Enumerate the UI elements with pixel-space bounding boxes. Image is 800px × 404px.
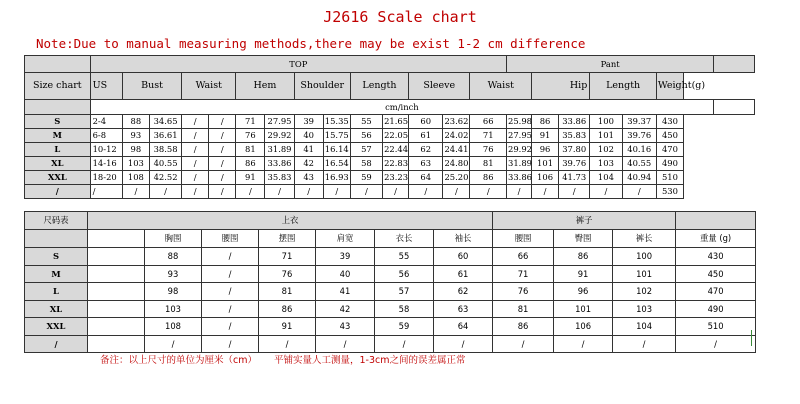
cn-cell-shoulder: 43 [316,318,375,336]
cn-size-cell: XL [25,300,88,318]
cell-hem-in: 29.92 [265,129,294,143]
cn-cell-weight: 450 [676,265,756,283]
cn-cell-weight: 510 [676,318,756,336]
cell-bust-in: 36.61 [149,129,181,143]
cn-cell-plength: 100 [613,248,676,266]
col-bust: Bust [122,73,181,100]
cell-shoulder-in: 16.93 [323,171,350,185]
cn-cell-sleeve: / [434,335,493,353]
cell-length-cm: 56 [350,129,382,143]
cell-waist-cm: / [182,129,209,143]
cell-shoulder-in: 15.75 [323,129,350,143]
cell-waist-in: / [209,157,236,171]
cell-hem-cm: 81 [236,143,265,157]
cell-us: 14-16 [90,157,122,171]
cell-waist-in: / [209,129,236,143]
chinese-note [100,352,480,366]
column-header-row [25,73,755,100]
cell-weight: 490 [656,157,683,171]
english-size-table [24,55,755,199]
cn-cell-plength: 104 [613,318,676,336]
cn-cell-hip: 106 [554,318,613,336]
cn-cell-length: 59 [375,318,434,336]
cell-shoulder-in: 16.14 [323,143,350,157]
unit-row-blank [25,100,91,115]
cell-us: / [90,185,122,199]
top-group-header: TOP [90,56,506,73]
cn-cell-plength: 102 [613,283,676,301]
cell-hip-in: 41.73 [559,171,590,185]
cn-cell-weight: / [676,335,756,353]
table-row [25,185,755,199]
cell-waist-in: / [209,115,236,129]
cell-bust-in: / [149,185,181,199]
cell-sleeve-in: 25.20 [443,171,470,185]
cell-plength-in: 39.37 [622,115,656,129]
cn-cell-length: 55 [375,248,434,266]
cn-size-label: 尺码表 [25,212,88,230]
cell-hip-cm: 86 [532,115,559,129]
cell-bust-cm: 88 [122,115,149,129]
size-cell: / [25,185,91,199]
cell-sleeve-in: 24.41 [443,143,470,157]
cell-hem-in: 35.83 [265,171,294,185]
cell-bust-cm: 93 [122,129,149,143]
cell-hem-cm: 71 [236,115,265,129]
cn-cell-length: / [375,335,434,353]
cn-blank-cell [88,318,145,336]
measurement-note: Note:Due to manual measuring methods,there may be exist 1-2 cm difference [36,36,586,51]
col-weight: Weight(g) [656,73,683,100]
cell-sleeve-cm: 61 [409,129,443,143]
cell-shoulder-in: / [323,185,350,199]
cell-length-in: 21.65 [383,115,409,129]
cell-pwaist-in: 27.95 [507,129,532,143]
cn-cell-pwaist: 86 [493,318,554,336]
table-row [25,129,755,143]
cell-waist-in: / [209,143,236,157]
cell-hem-in: 33.86 [265,157,294,171]
cell-waist-cm: / [182,157,209,171]
cell-shoulder-cm: 41 [294,143,323,157]
cell-waist-cm: / [182,115,209,129]
cell-length-cm: 57 [350,143,382,157]
size-cell: S [25,115,91,129]
size-cell: M [25,129,91,143]
chinese-note-unit: 备注：以上尺寸的单位为厘米（cm） [100,355,257,366]
cell-plength-in: 40.55 [622,157,656,171]
cell-waist-cm: / [182,171,209,185]
cn-cell-waist: / [202,300,259,318]
cn-blank-cell [88,335,145,353]
cell-hip-cm: 101 [532,157,559,171]
cn-cell-plength: 103 [613,300,676,318]
cell-shoulder-cm: 42 [294,157,323,171]
cn-col-hem: 摆围 [259,230,316,248]
cn-group-header-row [25,212,756,230]
table-row [25,300,756,318]
cn-cell-length: 57 [375,283,434,301]
pant-group-header: Pant [507,56,714,73]
cell-us: 18-20 [90,171,122,185]
cn-col-sleeve: 袖长 [434,230,493,248]
cell-hip-cm: 96 [532,143,559,157]
cell-plength-cm: 100 [590,115,622,129]
cell-bust-in: 42.52 [149,171,181,185]
cell-pwaist-in: / [507,185,532,199]
table-row [25,143,755,157]
cn-cell-waist: / [202,318,259,336]
cn-cell-pwaist: / [493,335,554,353]
cell-plength-in: / [622,185,656,199]
cn-cell-sleeve: 60 [434,248,493,266]
cn-cell-plength: 101 [613,265,676,283]
table-row [25,171,755,185]
size-chart-label: Size chart [25,73,91,100]
cn-cell-weight: 430 [676,248,756,266]
col-waist: Waist [182,73,236,100]
cell-pwaist-in: 25.98 [507,115,532,129]
unit-row-weight-blank [714,100,755,115]
table-row [25,283,756,301]
cn-size-cell: XXL [25,318,88,336]
col-pant-waist: Waist [470,73,532,100]
cell-hem-in: / [265,185,294,199]
table-row [25,265,756,283]
cell-bust-cm: 108 [122,171,149,185]
cn-size-cell: / [25,335,88,353]
cell-waist-in: / [209,185,236,199]
col-pant-length: Length [590,73,657,100]
cell-us: 6-8 [90,129,122,143]
cn-cell-weight: 490 [676,300,756,318]
chart-title: J2616 Scale chart [323,8,477,26]
cn-cell-bust: 108 [145,318,202,336]
cell-sleeve-in: 24.02 [443,129,470,143]
cell-shoulder-cm: 40 [294,129,323,143]
col-length: Length [350,73,408,100]
cn-size-cell: L [25,283,88,301]
cell-waist-cm: / [182,185,209,199]
cn-cell-hip: 101 [554,300,613,318]
weight-group-header [714,56,755,73]
col-sleeve: Sleeve [409,73,470,100]
cn-col-pant-waist: 腰围 [493,230,554,248]
cell-pwaist-in: 31.89 [507,157,532,171]
cell-length-in: 22.83 [383,157,409,171]
cn-size-cell: M [25,265,88,283]
cell-shoulder-cm: / [294,185,323,199]
cell-sleeve-in: / [443,185,470,199]
chinese-note-tolerance: 平铺实量人工测量，1-3cm之间的误差属正常 [274,355,466,366]
cn-cell-hem: 76 [259,265,316,283]
table-row [25,318,756,336]
cn-cell-shoulder: 40 [316,265,375,283]
cn-blank-cell [88,248,145,266]
cn-cell-hem: / [259,335,316,353]
cell-us: 2-4 [90,115,122,129]
cn-blank-cell [88,265,145,283]
cn-cell-pwaist: 81 [493,300,554,318]
cell-hip-cm: 91 [532,129,559,143]
cell-length-in: 23.23 [383,171,409,185]
cell-sleeve-cm: / [409,185,443,199]
cell-plength-cm: 103 [590,157,622,171]
cn-cell-waist: / [202,335,259,353]
cell-plength-in: 40.16 [622,143,656,157]
cell-weight: 430 [656,115,683,129]
cell-waist-in: / [209,171,236,185]
cn-cell-pwaist: 71 [493,265,554,283]
cn-cell-hip: 86 [554,248,613,266]
cell-plength-cm: 102 [590,143,622,157]
cell-length-cm: 55 [350,115,382,129]
cell-sleeve-cm: 62 [409,143,443,157]
cell-sleeve-in: 23.62 [443,115,470,129]
cn-cell-hem: 71 [259,248,316,266]
cn-cell-hem: 91 [259,318,316,336]
cn-cell-hip: 91 [554,265,613,283]
cell-us: 10-12 [90,143,122,157]
cn-cell-shoulder: 39 [316,248,375,266]
size-cell: L [25,143,91,157]
cn-col-hip: 臀围 [554,230,613,248]
cn-cell-bust: 88 [145,248,202,266]
table-row [25,335,756,353]
cn-blank-cell [88,283,145,301]
cn-cell-hip: / [554,335,613,353]
cell-pwaist-cm: 76 [470,143,507,157]
cn-cell-hem: 81 [259,283,316,301]
cn-cell-plength: / [613,335,676,353]
cell-sleeve-in: 24.80 [443,157,470,171]
cn-cell-length: 56 [375,265,434,283]
cn-cell-weight: 470 [676,283,756,301]
cell-weight: 530 [656,185,683,199]
cell-plength-cm: / [590,185,622,199]
cell-bust-in: 38.58 [149,143,181,157]
cn-cell-pwaist: 66 [493,248,554,266]
col-shoulder: Shoulder [294,73,350,100]
cn-weight-group-header [676,212,756,230]
cn-cell-bust: 93 [145,265,202,283]
cell-weight: 510 [656,171,683,185]
cn-cell-pwaist: 76 [493,283,554,301]
cell-pwaist-in: 29.92 [507,143,532,157]
cell-hem-cm: 86 [236,157,265,171]
cn-blank-cell [88,300,145,318]
cell-hip-in: / [559,185,590,199]
size-cell: XL [25,157,91,171]
cell-plength-cm: 104 [590,171,622,185]
col-hip: Hip [532,73,590,100]
cell-length-cm: 59 [350,171,382,185]
cell-length-in: 22.44 [383,143,409,157]
cell-bust-in: 34.65 [149,115,181,129]
cn-col-waist: 腰围 [202,230,259,248]
cell-hem-cm: / [236,185,265,199]
cell-bust-cm: / [122,185,149,199]
cell-pwaist-cm: / [470,185,507,199]
cell-shoulder-in: 16.54 [323,157,350,171]
cell-hem-in: 27.95 [265,115,294,129]
cn-cell-waist: / [202,265,259,283]
cell-pwaist-cm: 81 [470,157,507,171]
cell-hip-in: 35.83 [559,129,590,143]
cell-weight: 450 [656,129,683,143]
cell-weight: 470 [656,143,683,157]
cn-cell-bust: 103 [145,300,202,318]
cn-col-shoulder: 肩宽 [316,230,375,248]
cell-length-in: 22.05 [383,129,409,143]
col-us: US [90,73,122,100]
cell-hem-in: 31.89 [265,143,294,157]
english-table-body [25,115,755,199]
size-chart-header-cell [25,56,91,73]
unit-label: cm/inch [90,100,714,115]
cn-pant-group-header: 裤子 [493,212,676,230]
cn-col-pant-length: 裤长 [613,230,676,248]
cell-hem-cm: 76 [236,129,265,143]
col-hem: Hem [236,73,294,100]
table-row [25,115,755,129]
cell-shoulder-cm: 39 [294,115,323,129]
cell-hip-cm: 106 [532,171,559,185]
cn-col-bust: 胸围 [145,230,202,248]
cn-cell-sleeve: 62 [434,283,493,301]
cn-size-col-blank [25,230,88,248]
cell-hip-cm: / [532,185,559,199]
unit-row [25,100,755,115]
cell-plength-in: 39.76 [622,129,656,143]
cn-cell-shoulder: / [316,335,375,353]
cell-bust-cm: 103 [122,157,149,171]
cn-cell-waist: / [202,248,259,266]
size-cell: XXL [25,171,91,185]
cn-cell-sleeve: 61 [434,265,493,283]
cell-hem-cm: 91 [236,171,265,185]
chinese-table-body [25,248,756,353]
cn-cell-hem: 86 [259,300,316,318]
cn-cell-hip: 96 [554,283,613,301]
cell-bust-cm: 98 [122,143,149,157]
cell-waist-cm: / [182,143,209,157]
cell-pwaist-cm: 86 [470,171,507,185]
cell-pwaist-cm: 66 [470,115,507,129]
cell-pwaist-cm: 71 [470,129,507,143]
chinese-size-table [24,211,756,353]
cell-plength-in: 40.94 [622,171,656,185]
cn-cell-shoulder: 42 [316,300,375,318]
cn-cell-shoulder: 41 [316,283,375,301]
cell-length-cm: 58 [350,157,382,171]
cn-col-length: 衣长 [375,230,434,248]
cn-top-group-header: 上衣 [88,212,493,230]
corner-marker [751,330,756,346]
cn-column-header-row [25,230,756,248]
cell-sleeve-cm: 64 [409,171,443,185]
cell-hip-in: 33.86 [559,115,590,129]
cell-bust-in: 40.55 [149,157,181,171]
cn-cell-sleeve: 63 [434,300,493,318]
cn-us-col-blank [88,230,145,248]
cn-col-weight: 重量 (g) [676,230,756,248]
cn-size-cell: S [25,248,88,266]
cn-cell-bust: / [145,335,202,353]
cn-cell-waist: / [202,283,259,301]
cn-cell-length: 58 [375,300,434,318]
cell-length-cm: / [350,185,382,199]
cn-cell-bust: 98 [145,283,202,301]
cell-hip-in: 39.76 [559,157,590,171]
cn-cell-sleeve: 64 [434,318,493,336]
cell-shoulder-in: 15.35 [323,115,350,129]
table-row [25,157,755,171]
cell-plength-cm: 101 [590,129,622,143]
group-header-row [25,56,755,73]
cell-hip-in: 37.80 [559,143,590,157]
cell-length-in: / [383,185,409,199]
cell-shoulder-cm: 43 [294,171,323,185]
table-row [25,248,756,266]
cell-sleeve-cm: 63 [409,157,443,171]
cell-sleeve-cm: 60 [409,115,443,129]
cell-pwaist-in: 33.86 [507,171,532,185]
